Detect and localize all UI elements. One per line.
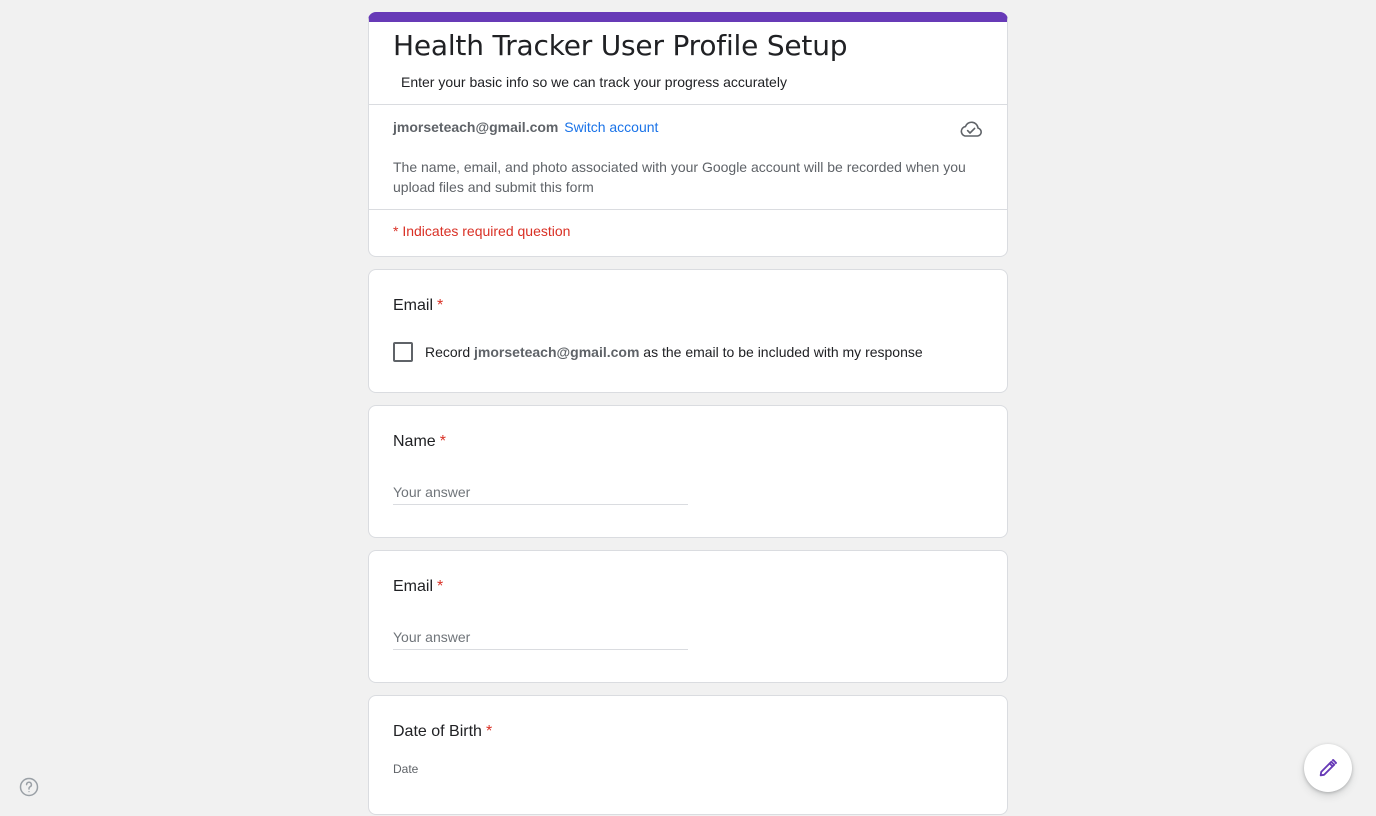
question-title-text: Email (393, 297, 434, 314)
account-email: jmorseteach@gmail.com (393, 119, 559, 135)
record-email-suffix: as the email to be included with my response (643, 344, 923, 360)
form-column (368, 12, 1008, 816)
question-title-text: Email (393, 578, 434, 595)
pencil-icon (1317, 757, 1339, 779)
question-title (393, 430, 983, 454)
record-email-address: jmorseteach@gmail.com (474, 344, 640, 360)
help-icon[interactable] (19, 777, 39, 797)
form-description: Enter your basic info so we can track your progress accurately (401, 74, 787, 90)
required-asterisk: * (439, 433, 446, 450)
answer-wrap (393, 629, 983, 682)
email-input[interactable] (393, 629, 688, 650)
cloud-done-icon (959, 119, 983, 139)
question-email-checkbox (368, 269, 1008, 393)
question-email (368, 550, 1008, 683)
question-date-of-birth (368, 695, 1008, 815)
answer-wrap (393, 484, 983, 537)
required-note: * Indicates required question (393, 223, 571, 239)
question-title (393, 294, 983, 318)
name-input[interactable] (393, 484, 688, 505)
question-title (393, 720, 983, 744)
question-title-text: Name (393, 433, 436, 450)
required-asterisk: * (485, 723, 493, 740)
required-asterisk: * (437, 297, 444, 314)
switch-account-link[interactable]: Switch account (564, 119, 659, 135)
form-header-card (368, 12, 1008, 257)
question-title-text: Date of Birth (393, 723, 482, 740)
form-title: Health Tracker User Profile Setup (393, 29, 848, 62)
privacy-note: The name, email, and photo associated with your Google account will be recorded when you upload files and submit this form (393, 159, 966, 195)
required-asterisk: * (437, 578, 444, 595)
question-title (393, 575, 983, 599)
record-email-label (425, 344, 923, 360)
record-email-prefix: Record (425, 344, 471, 360)
record-email-option[interactable] (393, 342, 983, 392)
question-name (368, 405, 1008, 538)
edit-fab-button[interactable] (1304, 744, 1352, 792)
account-row (369, 105, 1007, 139)
date-sub-label: Date (393, 762, 419, 776)
record-email-checkbox[interactable] (393, 342, 413, 362)
